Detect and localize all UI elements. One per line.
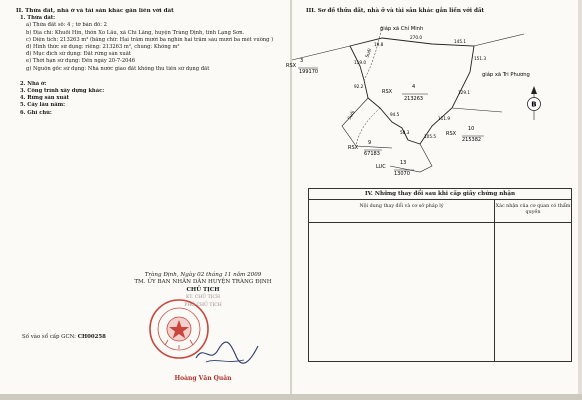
col-changes: Nội dung thay đổi và cơ sở pháp lý <box>309 200 495 222</box>
edge-label: 270.0 <box>410 35 422 40</box>
parcel-map <box>272 16 572 186</box>
right-column <box>306 8 576 14</box>
signer-name: Hoàng Văn Quân <box>174 375 232 382</box>
parcel-13-area: 13070 <box>394 171 410 177</box>
item-trees: 5. Cây lâu năm: <box>20 102 65 109</box>
edge-label: 105.5 <box>424 134 436 139</box>
changes-table-body <box>309 222 571 361</box>
land-line-a: a) Thửa đất số: 4 ; tờ bản đồ: 2 <box>26 22 107 29</box>
parcel-4-area: 213263 <box>404 96 424 102</box>
edge-label: 94.5 <box>390 112 400 117</box>
parcel-13-no: 13 <box>400 160 407 166</box>
parcel-10-type: RSX <box>446 131 457 137</box>
compass-letter: B <box>531 100 537 109</box>
page-edge <box>578 0 582 400</box>
edge-label: 111.9 <box>438 116 450 121</box>
map-top-label: giáp xã Chí Minh <box>380 26 424 32</box>
section2-title: II. Thửa đất, nhà ở và tài sản khác gắn liền với đất <box>16 8 174 14</box>
edge-label: 92.2 <box>354 84 364 89</box>
edge-label: 50.3 <box>400 130 410 135</box>
land-line-g: g) Nguồn gốc sử dụng: Nhà nước giao đất không thu tiền sử dụng đất <box>26 65 210 72</box>
parcel-3-type: RSX <box>286 63 297 69</box>
left-column <box>16 8 284 117</box>
issuing-org: TM. ỦY BAN NHÂN DÂN HUYỆN TRÀNG ĐỊNH <box>134 279 272 286</box>
parcel-4-no: 4 <box>412 84 416 90</box>
parcel-3-area: 199170 <box>299 69 319 75</box>
edge-label: 151.3 <box>474 56 486 61</box>
signer-role: CHỦ TỊCH <box>186 286 220 293</box>
item-forest: 4. Rừng sản xuất <box>20 95 69 102</box>
changes-table-header <box>309 200 571 223</box>
faint-role-2: PHÓ CHỦ TỊCH <box>184 302 222 308</box>
parcel-9-type: RSX <box>348 145 359 151</box>
land-heading: 1. Thửa đất: <box>20 15 56 22</box>
parcel-9-area: 67183 <box>364 151 380 157</box>
changes-body-col2 <box>495 222 571 361</box>
land-line-e: e) Thời hạn sử dụng: Đến ngày 20-7-2046 <box>26 58 136 65</box>
item-construction: 3. Công trình xây dựng khác: <box>20 88 105 95</box>
item-notes: 6. Ghi chú: <box>20 109 52 116</box>
serial-label: Số vào sổ cấp GCN: <box>22 334 76 340</box>
changes-table-title: IV. Những thay đổi sau khi cấp giấy chứng nhận <box>309 189 571 200</box>
parcel-3-no: 3 <box>300 58 304 64</box>
col-confirmation: Xác nhận của cơ quan có thẩm quyền <box>495 204 571 215</box>
item-house: 2. Nhà ở: <box>20 80 47 87</box>
compass-icon <box>528 86 541 120</box>
land-line-dd: đ) Mục đích sử dụng: Đất rừng sản xuất <box>26 51 131 58</box>
stream-label: Suối <box>365 48 374 59</box>
section3-title: III. Sơ đồ thửa đất, nhà ở và tài sản khác gắn liền với đất <box>306 8 485 14</box>
parcel-10-no: 10 <box>468 126 475 132</box>
changes-body-col1 <box>309 222 495 361</box>
land-line-d: d) Hình thức sử dụng: riêng: 213263 m², chung: Không m² <box>26 44 180 51</box>
map-right-label: giáp xã Tri Phương <box>482 72 530 78</box>
stream-label: Suối <box>347 110 357 121</box>
parcel-10-area: 215382 <box>462 137 482 143</box>
land-line-c: c) Diện tích: 213263 m² (bằng chữ: Hai trăm mười ba nghìn hai trăm sáu mươi ba mét vuông ) <box>26 36 274 43</box>
changes-table <box>308 188 572 362</box>
signature-scribble-icon <box>192 338 262 368</box>
issue-date: Tràng Định, Ngày 02 tháng 11 năm 2009 <box>144 272 262 278</box>
edge-label: 129.1 <box>458 90 470 95</box>
parcel-4-type: RSX <box>382 89 393 95</box>
edge-label: 19.8 <box>374 42 384 47</box>
edge-label: 145.1 <box>454 39 466 44</box>
serial-value: CH00258 <box>77 334 106 340</box>
parcel-9-no: 9 <box>368 140 372 146</box>
faint-role-1: KT. CHỦ TỊCH <box>186 295 220 301</box>
land-line-b: b) Địa chỉ: Khuổi Hin, thôn Xo Lầu, xã Chí Lăng, huyện Tràng Định, tỉnh Lạng Sơn. <box>26 29 245 36</box>
serial-number <box>22 334 106 340</box>
edge-label: 119.0 <box>354 60 366 65</box>
parcel-13-type: LUC <box>376 164 386 170</box>
page-edge-bottom <box>0 394 582 400</box>
